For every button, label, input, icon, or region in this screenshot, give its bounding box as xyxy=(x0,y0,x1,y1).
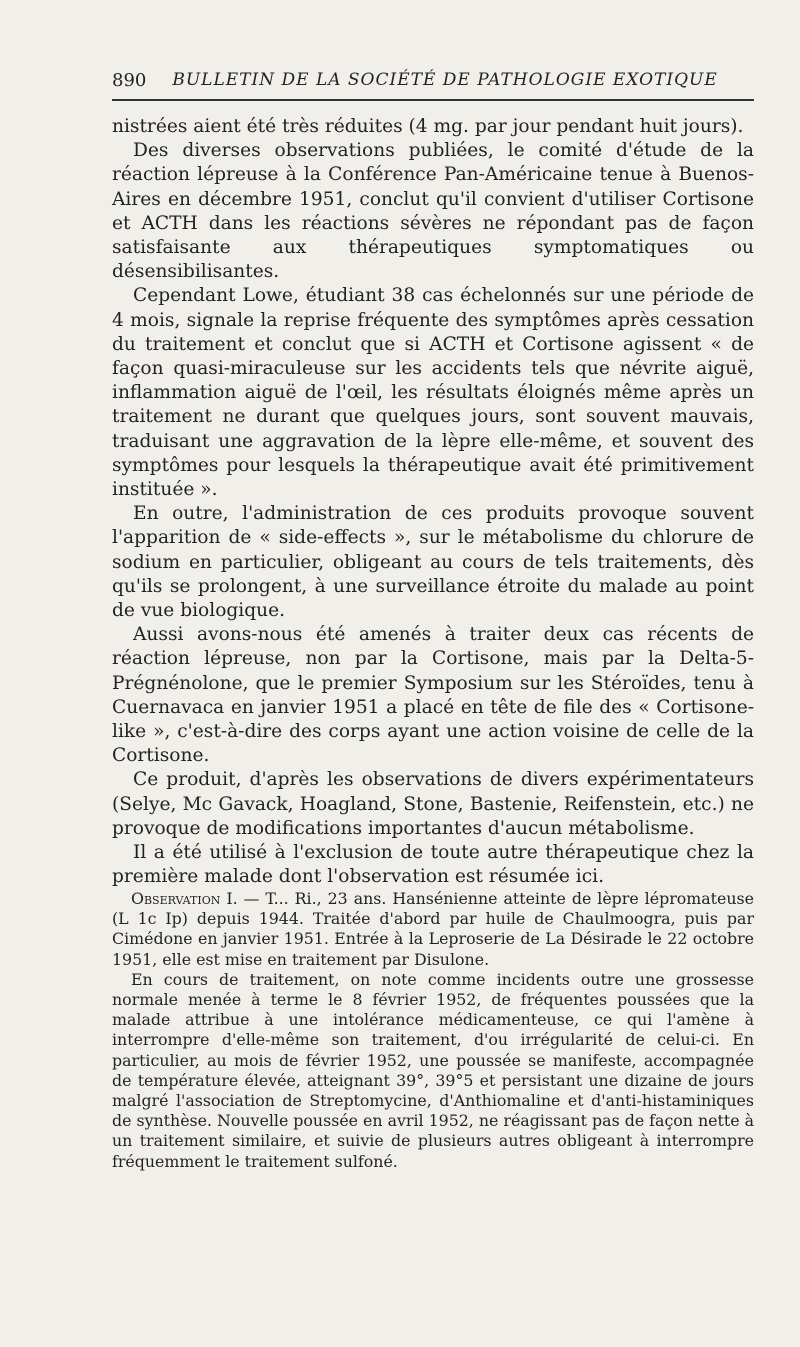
paragraph: Il a été utilisé à l'exclusion de toute autre thérapeutique chez la première malade dont l'observation est résumée ici. xyxy=(112,842,754,888)
body-text xyxy=(112,115,754,890)
paragraph: En outre, l'administration de ces produits provoque souvent l'apparition de « side-effects », sur le métabolisme du chlorure de sodium en particulier, obligeant au cours de tels traitements, dès qu'ils se prolongent, à une surveillance étroite du malade au point de vue biologique. xyxy=(112,503,754,622)
observation-heading: Observation I. — xyxy=(131,889,260,908)
observation-section xyxy=(112,889,754,1172)
paragraph: Cependant Lowe, étudiant 38 cas échelonnés sur une période de 4 mois, signale la reprise fréquente des symptômes après cessation du traitement et conclut que si ACTH et Cortisone agissent « de façon quasi-miraculeuse sur les accidents tels que névrite aiguë, inflammation aiguë de l'œil, les résultats éloignés même après un traitement ne durant que quelques jours, sont souvent mauvais, traduisant une aggravation de la lèpre elle-même, et souvent des symptômes pour lesquels la thérapeutique avait été primitivement instituée ». xyxy=(112,285,754,501)
header-rule xyxy=(112,99,754,101)
paragraph: Des diverses observations publiées, le comité d'étude de la réaction lépreuse à la Conférence Pan-Américaine tenue à Buenos-Aires en décembre 1951, conclut qu'il convient d'utiliser Cortisone et ACTH dans les réactions sévères ne répondant pas de façon satisfaisante aux thérapeutiques symptomatiques ou désensibilisantes. xyxy=(112,140,754,283)
observation-paragraph xyxy=(112,889,754,970)
page-number: 890 xyxy=(112,69,147,91)
page-header xyxy=(112,66,754,94)
running-title: BULLETIN DE LA SOCIÉTÉ DE PATHOLOGIE EXOTIQUE xyxy=(172,70,718,90)
paragraph: nistrées aient été très réduites (4 mg. par jour pendant huit jours). xyxy=(112,116,744,137)
paragraph: Ce produit, d'après les observations de divers expérimentateurs (Selye, Mc Gavack, Hoagland, Stone, Bastenie, Reifenstein, etc.) ne provoque de modifications importantes d'aucun métabolisme. xyxy=(112,769,754,839)
paragraph: Aussi avons-nous été amenés à traiter deux cas récents de réaction lépreuse, non par la Cortisone, mais par la Delta-5-Prégnénolone, que le premier Symposium sur les Stéroïdes, tenu à Cuernavaca en janvier 1951 a placé en tête de file des « Cortisone-like », c'est-à-dire des corps ayant une action voisine de celle de la Cortisone. xyxy=(112,624,754,767)
observation-paragraph: En cours de traitement, on note comme incidents outre une grossesse normale menée à terme le 8 février 1952, de fréquentes poussées que la malade attribue à une intolérance médicamenteuse, ce qui l'amène à interrompre d'elle-même son traitement, d'ou irrégularité de celui-ci. En particulier, au mois de février 1952, une poussée se manifeste, accompagnée de température élevée, atteignant 39°, 39°5 et persistant une dizaine de jours malgré l'association de Streptomycine, d'Anthiomaline et d'anti-histaminiques de synthèse. Nouvelle poussée en avril 1952, ne réagissant pas de façon nette à un traitement similaire, et suivie de plusieurs autres obligeant à interrompre fréquemment le traitement sulfoné. xyxy=(112,969,755,1171)
observation-text: T... Ri., 23 ans. Hansénienne atteinte de lèpre lépromateuse (L 1c Ip) depuis 1944. Traitée d'abord par huile de Chaulmoogra, puis par Cimédone en janvier 1951. Entrée à la Leproserie de La Désirade le 22 octobre 1951, elle est mise en traitement par Disulone. xyxy=(112,889,754,969)
